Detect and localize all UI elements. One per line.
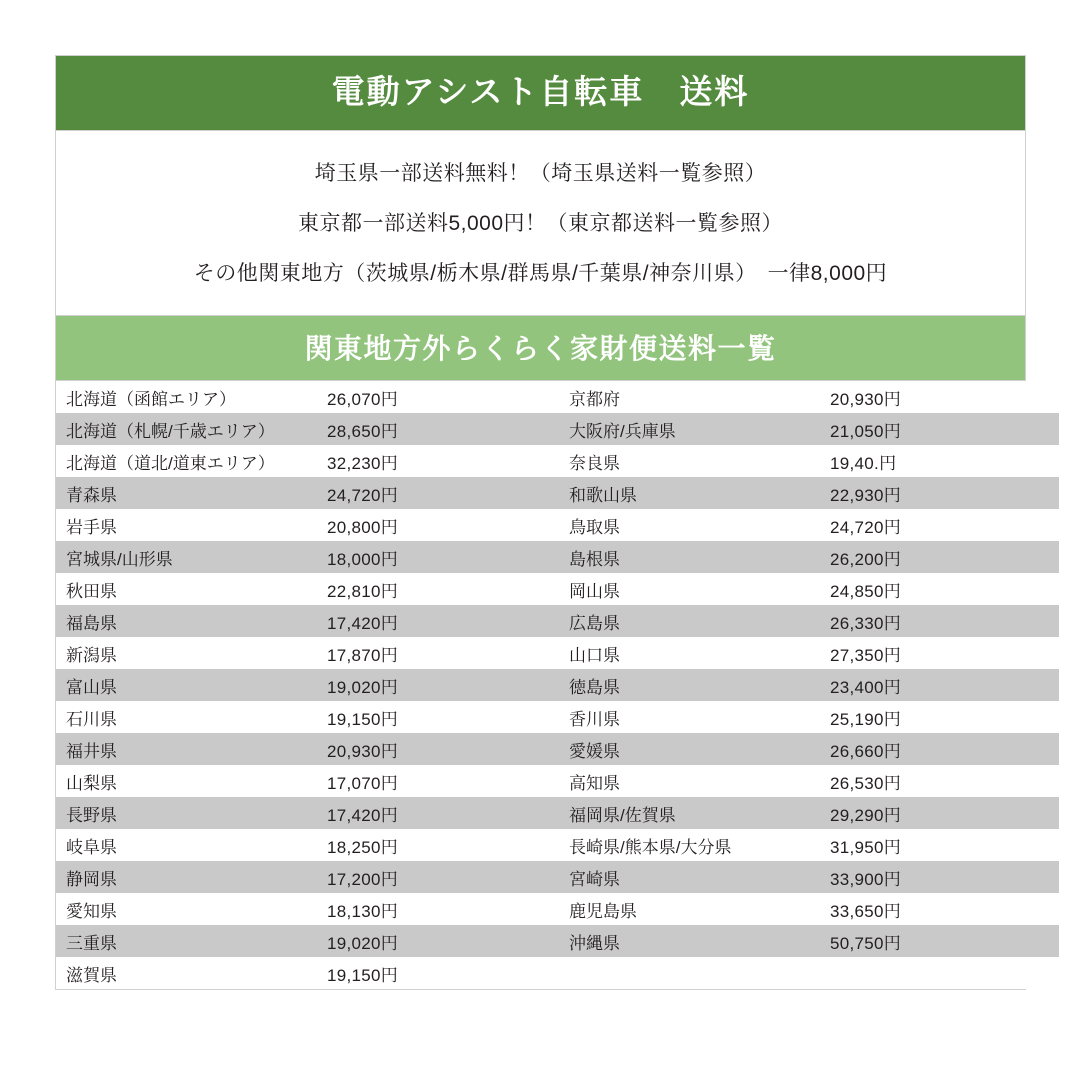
region-name-right: 香川県: [557, 701, 824, 733]
region-fee-right: 27,350円: [824, 637, 1059, 669]
region-name-left: 新潟県: [56, 637, 321, 669]
region-fee-left: 20,930円: [321, 733, 557, 765]
region-fee-right: 33,650円: [824, 893, 1059, 925]
region-fee-right: 33,900円: [824, 861, 1059, 893]
region-fee-left: 18,130円: [321, 893, 557, 925]
table-row: [56, 957, 1059, 989]
region-fee-right: 20,930円: [824, 381, 1059, 413]
table-row: [56, 925, 1059, 957]
region-name-right: 宮崎県: [557, 861, 824, 893]
region-fee-right: 50,750円: [824, 925, 1059, 957]
region-fee-left: 18,000円: [321, 541, 557, 573]
region-name-left: 宮城県/山形県: [56, 541, 321, 573]
region-name-right: [557, 957, 824, 989]
region-fee-right: 19,40.円: [824, 445, 1059, 477]
region-fee-left: 28,650円: [321, 413, 557, 445]
table-row: [56, 893, 1059, 925]
region-fee-right: 23,400円: [824, 669, 1059, 701]
table-row: [56, 605, 1059, 637]
region-fee-right: 21,050円: [824, 413, 1059, 445]
region-fee-right: 31,950円: [824, 829, 1059, 861]
region-name-left: 北海道（函館エリア）: [56, 381, 321, 413]
region-name-left: 福井県: [56, 733, 321, 765]
notes-block: [56, 131, 1025, 317]
table-row: [56, 573, 1059, 605]
region-fee-left: 32,230円: [321, 445, 557, 477]
region-fee-left: 19,150円: [321, 957, 557, 989]
region-name-left: 福島県: [56, 605, 321, 637]
region-name-right: 京都府: [557, 381, 824, 413]
region-fee-right: 26,530円: [824, 765, 1059, 797]
region-name-left: 長野県: [56, 797, 321, 829]
region-name-right: 高知県: [557, 765, 824, 797]
region-fee-right: 25,190円: [824, 701, 1059, 733]
region-name-left: 富山県: [56, 669, 321, 701]
table-row: [56, 733, 1059, 765]
region-name-left: 山梨県: [56, 765, 321, 797]
table-row: [56, 701, 1059, 733]
table-row: [56, 509, 1059, 541]
section-title: 関東地方外らくらく家財便送料一覧: [56, 316, 1025, 381]
region-name-right: 福岡県/佐賀県: [557, 797, 824, 829]
region-name-left: 北海道（札幌/千歳エリア）: [56, 413, 321, 445]
region-name-right: 沖縄県: [557, 925, 824, 957]
region-name-right: 鳥取県: [557, 509, 824, 541]
region-name-left: 岐阜県: [56, 829, 321, 861]
table-row: [56, 413, 1059, 445]
region-name-right: 山口県: [557, 637, 824, 669]
note-line-1: 埼玉県一部送料無料！（埼玉県送料一覧参照）: [314, 161, 767, 185]
fee-table: [56, 381, 1059, 989]
region-name-left: 愛知県: [56, 893, 321, 925]
page-title: 電動アシスト自転車 送料: [56, 56, 1025, 131]
region-name-right: 岡山県: [557, 573, 824, 605]
region-fee-left: 17,420円: [321, 797, 557, 829]
region-fee-right: 24,850円: [824, 573, 1059, 605]
region-name-left: 北海道（道北/道東エリア）: [56, 445, 321, 477]
region-name-left: 滋賀県: [56, 957, 321, 989]
region-fee-left: 22,810円: [321, 573, 557, 605]
region-fee-left: 17,070円: [321, 765, 557, 797]
region-name-right: 和歌山県: [557, 477, 824, 509]
region-name-right: 島根県: [557, 541, 824, 573]
note-line-2: 東京都一部送料5,000円！（東京都送料一覧参照）: [297, 211, 784, 235]
table-row: [56, 541, 1059, 573]
region-fee-left: 17,870円: [321, 637, 557, 669]
region-name-right: 鹿児島県: [557, 893, 824, 925]
region-fee-left: 19,020円: [321, 669, 557, 701]
region-name-right: 長崎県/熊本県/大分県: [557, 829, 824, 861]
region-name-left: 三重県: [56, 925, 321, 957]
fee-table-body: [56, 381, 1059, 989]
region-name-left: 青森県: [56, 477, 321, 509]
region-fee-left: 17,200円: [321, 861, 557, 893]
region-name-left: 岩手県: [56, 509, 321, 541]
shipping-fee-sheet: [55, 55, 1026, 990]
region-fee-left: 24,720円: [321, 477, 557, 509]
note-line-3: その他関東地方（茨城県/栃木県/群馬県/千葉県/神奈川県） 一律8,000円: [193, 262, 888, 286]
region-fee-right: 24,720円: [824, 509, 1059, 541]
table-row: [56, 861, 1059, 893]
region-fee-left: 19,150円: [321, 701, 557, 733]
region-fee-right: 26,330円: [824, 605, 1059, 637]
region-name-left: 静岡県: [56, 861, 321, 893]
table-row: [56, 477, 1059, 509]
region-name-right: 大阪府/兵庫県: [557, 413, 824, 445]
table-row: [56, 765, 1059, 797]
region-fee-left: 18,250円: [321, 829, 557, 861]
table-row: [56, 637, 1059, 669]
region-fee-left: 26,070円: [321, 381, 557, 413]
region-fee-left: 19,020円: [321, 925, 557, 957]
region-fee-right: 26,660円: [824, 733, 1059, 765]
region-name-right: 奈良県: [557, 445, 824, 477]
region-fee-right: [824, 957, 1059, 989]
region-fee-left: 20,800円: [321, 509, 557, 541]
region-fee-right: 29,290円: [824, 797, 1059, 829]
table-row: [56, 797, 1059, 829]
region-fee-right: 22,930円: [824, 477, 1059, 509]
region-name-left: 秋田県: [56, 573, 321, 605]
table-row: [56, 381, 1059, 413]
table-row: [56, 829, 1059, 861]
region-name-right: 広島県: [557, 605, 824, 637]
region-fee-left: 17,420円: [321, 605, 557, 637]
region-fee-right: 26,200円: [824, 541, 1059, 573]
table-row: [56, 445, 1059, 477]
region-name-right: 徳島県: [557, 669, 824, 701]
region-name-left: 石川県: [56, 701, 321, 733]
table-row: [56, 669, 1059, 701]
region-name-right: 愛媛県: [557, 733, 824, 765]
